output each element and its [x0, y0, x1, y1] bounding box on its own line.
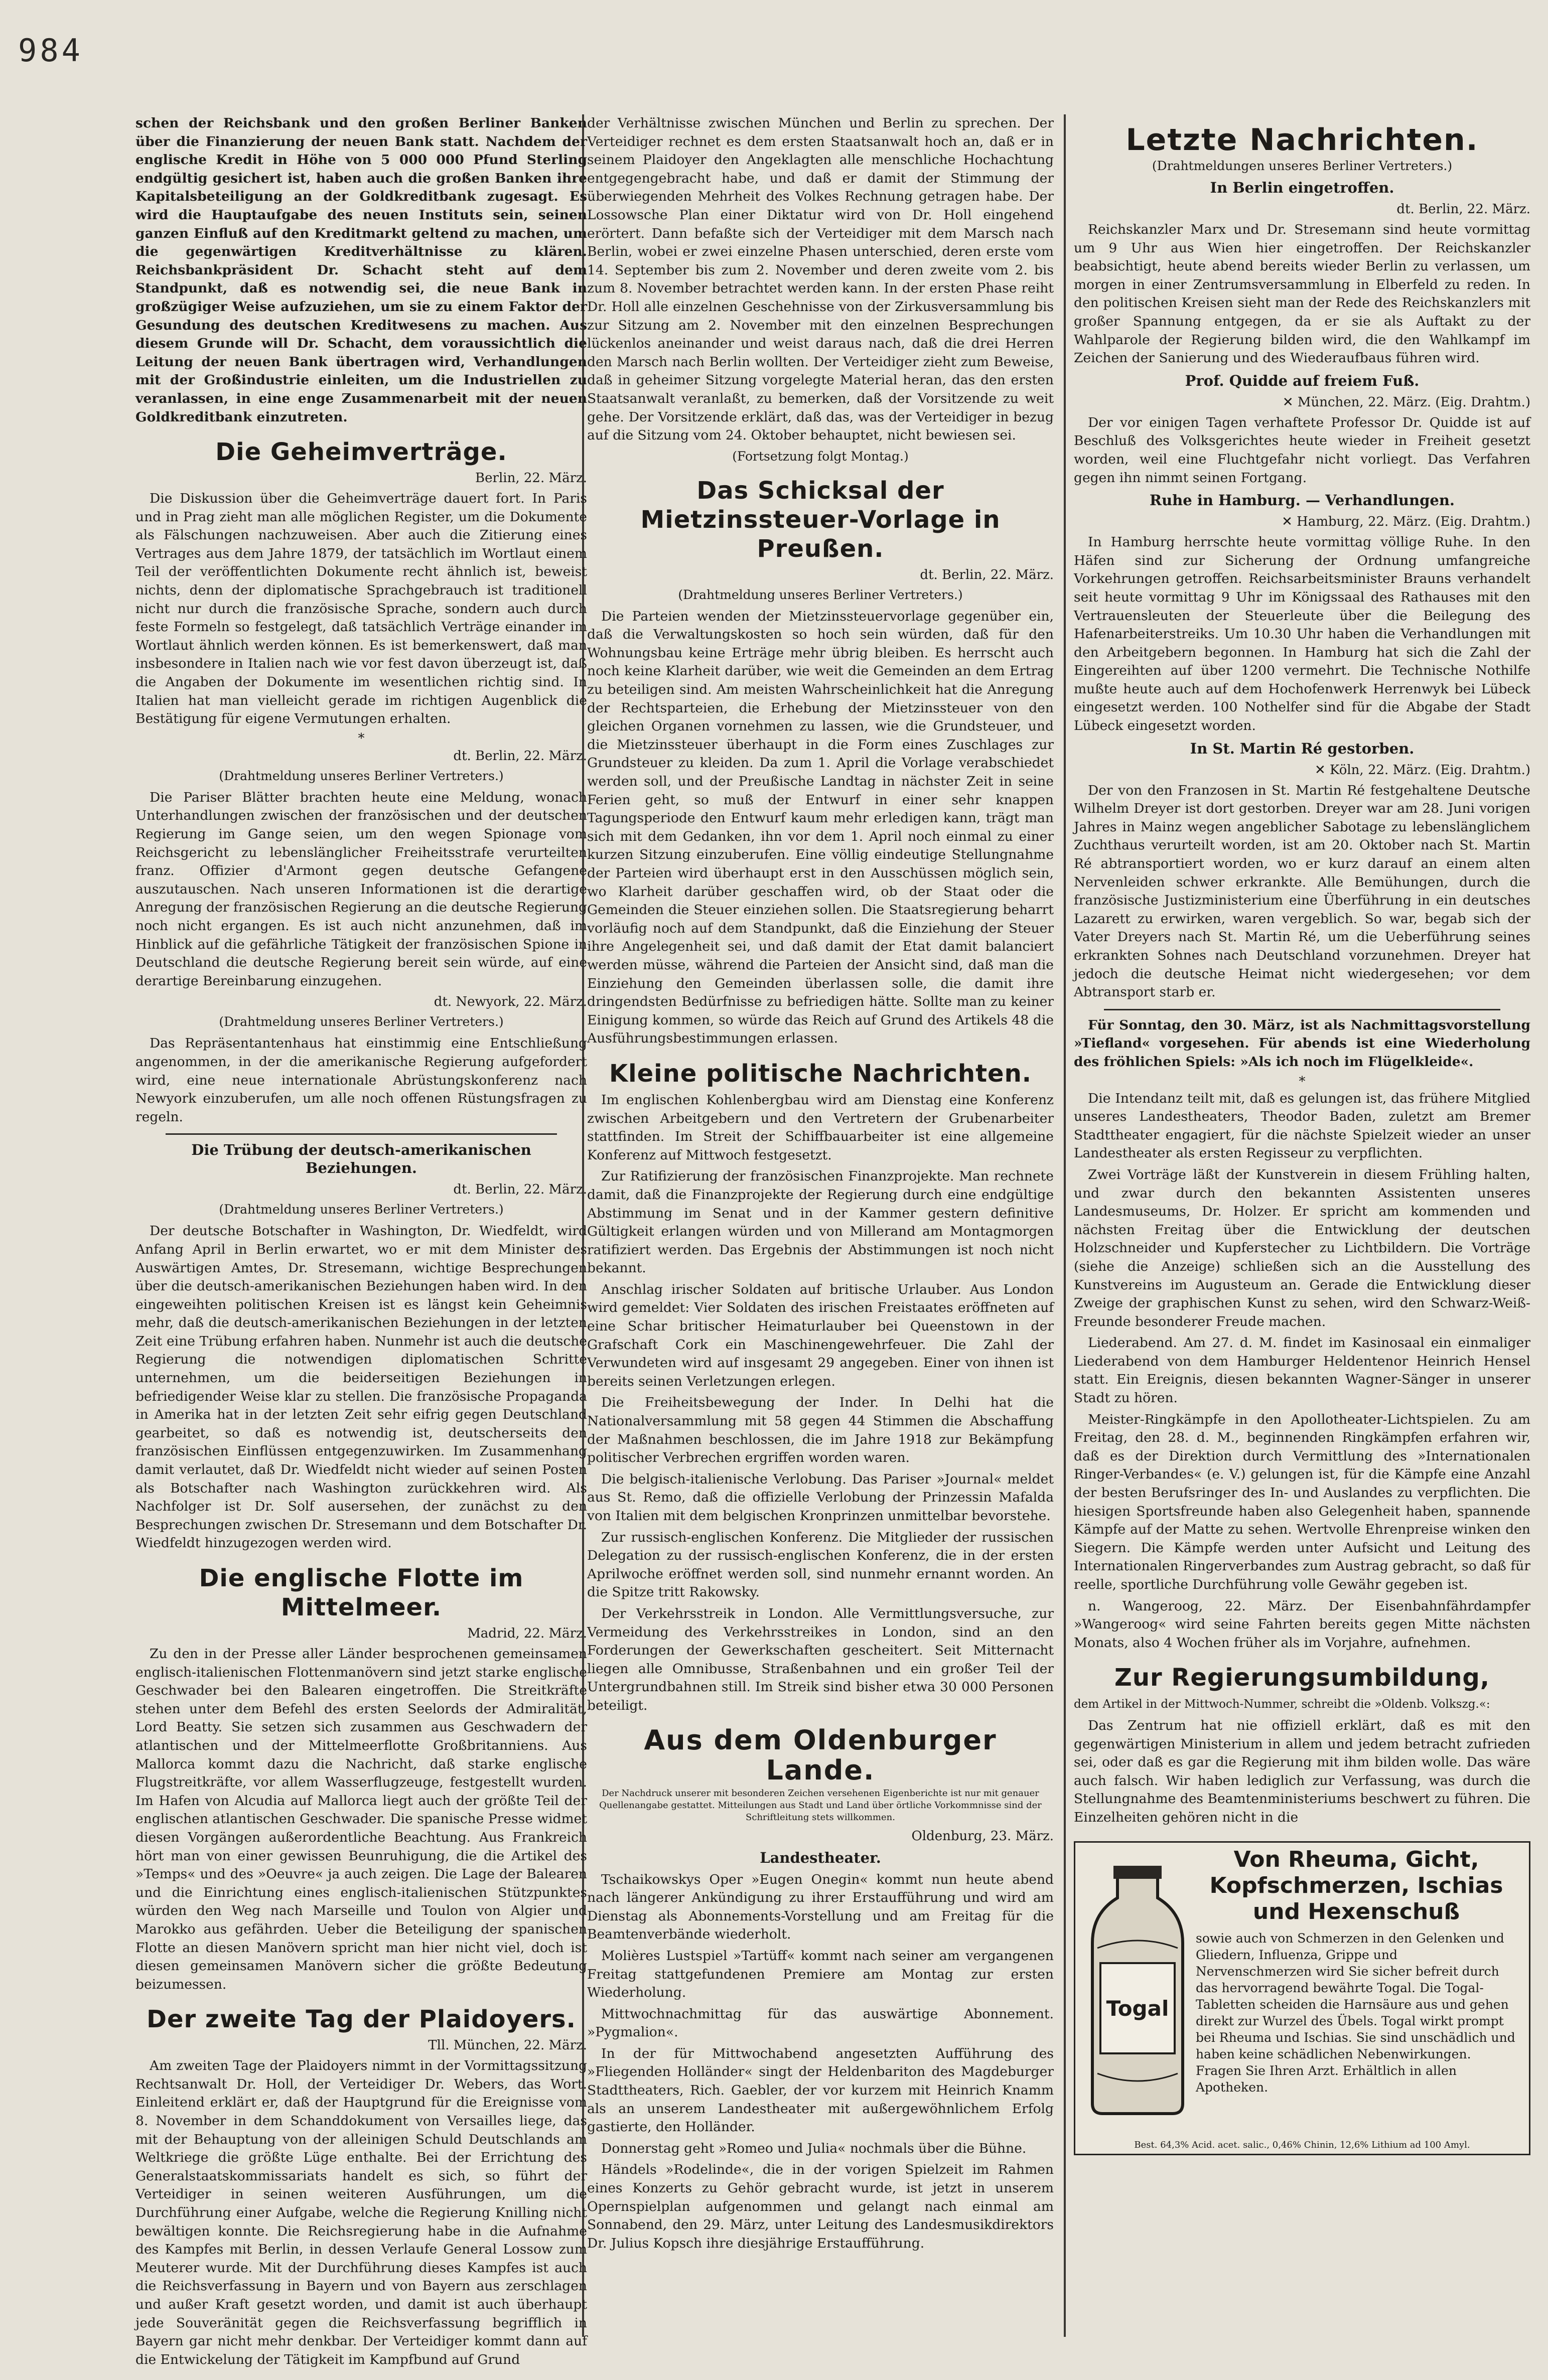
article-paragraph: Zu den in der Presse aller Länder besprochenen gemeinsamen englisch-italienischen Flottenmanövern sind jetzt starke englische Geschwader bei den Balearen eingetroffen. Die Streitkräfte stehen unter dem Befehl des ersten Seelords der Admiralität, Lord Beatty. Sie setzen sich zusammen aus Geschwadern der atlantischen und der Mittelmeerflotte Großbritanniens. Aus Mallorca kommt dazu die Nachricht, daß starke englische Flugstreitkräfte, vor allem Wasserflugzeuge, festgestellt wurden. Im Hafen von Alcudia auf Mallorca liegt auch der größte Teil der englischen atlantischen Geschwader. Die spanische Presse widmet diesen Vorgängen außerordentliche Beachtung. Aus Frankreich hört man von einer gewissen Beunruhigung, die die Artikel des »Temps« und des »Oeuvre« ja auch zeigen. Die Lage der Balearen und die Einrichtung eines englisch-italienischen Stützpunktes würden den Weg nach Marseille und Toulon von Algier und Marokko aus gefährden. Ueber die Beteiligung der spanischen Flotte an diesen Manövern spricht man hier nicht viel, doch ist diesen gemeinsamen Manövern sicher die größte Bedeutung beizumessen. — [135, 1646, 587, 1992]
article-paragraph: Der vor einigen Tagen verhaftete Professor Dr. Quidde ist auf Beschluß des Volksgerichtes heute wieder in Freiheit gesetzt worden, weil eine Fluchtgefahr nicht vorliegt. Das Verfahren gegen ihn nimmt seinen Fortgang. — [1074, 414, 1530, 486]
news-item: Zur russisch-englischen Konferenz. Die Mitglieder der russischen Delegation zu der russisch-englischen Konferenz, die in der ersten Aprilwoche eröffnet werden soll, sind nunmehr ernannt worden. An die Spitze tritt Rakowsky. — [587, 1529, 1054, 1600]
news-item: Zur Ratifizierung der französischen Finanzprojekte. Man rechnete damit, daß die Finanzprojekte der Regierung durch eine endgültige Abstimmung im Senat und in der Kammer gestern definitive Gültigkeit erlangen würden und von Millerand am Montagmorgen ratifiziert werden. Das Ergebnis der Abstimmungen ist noch nicht bekannt. — [587, 1168, 1054, 1276]
article-paragraph: Das Zentrum hat nie offiziell erklärt, daß es mit den gegenwärtigen Ministerium in allem und jedem betracht zufrieden sei, oder daß es gar die Regierung mit ihm bilden wolle. Das wäre auch falsch. Wir haben lediglich zur Verfassung, was durch die Stellungnahme des Beamtenministeriums beschwert zu führen. Die Einzelheiten gehören nicht in die — [1074, 1717, 1530, 1825]
dateline: ✕ Hamburg, 22. März. (Eig. Drahtm.) — [1282, 514, 1530, 530]
article-paragraph: Der deutsche Botschafter in Washington, Dr. Wiedfeldt, wird Anfang April in Berlin erwartet, wo er mit dem Minister des Auswärtigen Amtes, Dr. Stresemann, wichtige Besprechungen über die deutsch-amerikanischen Beziehungen haben wird. In den eingeweihten politischen Kreisen ist es längst kein Geheimnis mehr, daß die deutsch-amerikanischen Beziehungen in der letzten Zeit eine Trübung erfahren haben. Nunmehr ist auch die deutsche Regierung die notwendigen diplomatischen Schritte unternehmen, um die beiderseitigen Beziehungen in befriedigender Weise klar zu stellen. Die französische Propaganda in Amerika hat in der letzten Zeit sehr eifrig gegen Deutschland gearbeitet, so daß es notwendig ist, deutscherseits den französischen Einflüssen entgegenzuwirken. Im Zusammenhang damit verlautet, daß Dr. Wiedfeldt nicht wieder auf seinen Posten als Botschafter nach Washington zurückkehren wird. Als Nachfolger ist Dr. Solf ausersehen, der zunächst zu den Besprechungen zwischen Dr. Stresemann und dem Botschafter Dr. Wiedfeldt hinzugezogen werden wird. — [135, 1223, 587, 1551]
subheadline: Die Trübung der deutsch-amerikanischen Beziehungen. — [191, 1141, 531, 1177]
subheadline: Prof. Quidde auf freiem Fuß. — [1185, 372, 1420, 389]
article-paragraph: Das Repräsentantenhaus hat einstimmig eine Entschließung angenommen, in der die amerikanische Regierung aufgefordert wird, eine neue internationale Abrüstungskonferenz nach Newyork einzuberufen, um alle noch offenen Rüstungsfragen zu regeln. — [135, 1035, 587, 1125]
article-paragraph: Händels »Rodelinde«, die in der vorigen Spielzeit im Rahmen eines Konzerts zu Gehör gebracht wurde, ist jetzt in unserem Opernspielplan aufgenommen und gelangt nach einmal am Sonnabend, den 29. März, unter Leitung des Landesmusikdirektors Dr. Julius Kopsch ihre diesjährige Erstaufführung. — [587, 2162, 1054, 2251]
dateline: ✕ Köln, 22. März. (Eig. Drahtm.) — [1314, 762, 1530, 778]
news-item: Im englischen Kohlenbergbau wird am Dienstag eine Konferenz zwischen Arbeitgebern und den Vertretern der Grubenarbeiter stattfinden. Im Streit der Schiffbauarbeiter ist eine allgemeine Konferenz auf Mittwoch festgesetzt. — [587, 1092, 1054, 1163]
wire-note: (Drahtmeldung unseres Berliner Vertreters.) — [219, 768, 504, 783]
headline-geheimvertraege: Die Geheimverträge. — [215, 438, 507, 467]
news-item: Anschlag irischer Soldaten auf britische Urlauber. Aus London wird gemeldet: Vier Soldaten des irischen Freistaates eröffneten auf eine Schar britischer Heimaturlauber bei Queenstown in der Grafschaft Cork ein Maschinengewehrfeuer. Die Zahl der Verwundeten wird auf insgesamt 29 angegeben. Einer von ihnen ist bereits seinen Verletzungen erlegen. — [587, 1281, 1054, 1389]
dateline: dt. Newyork, 22. März. — [434, 994, 587, 1010]
subheadline: Ruhe in Hamburg. — Verhandlungen. — [1150, 492, 1455, 509]
wire-note: (Drahtmeldung unseres Berliner Vertreters.) — [678, 587, 963, 602]
news-item: Die belgisch-italienische Verlobung. Das Pariser »Journal« meldet aus St. Remo, daß die offizielle Verlobung der Prinzessin Mafalda von Italien mit dem belgischen Kronprinzen unmittelbar bevorstehe. — [587, 1471, 1054, 1524]
separator-star: * — [358, 730, 365, 746]
article-paragraph: Die Diskussion über die Geheimverträge dauert fort. In Paris und in Prag zieht man alle möglichen Register, um die Dokumente als Fälschungen nachzuweisen. Aber auch die Zitierung eines Vertrages aus dem Jahre 1879, der tatsächlich im Wortlaut einem Teil der veröffentlichten Dokumente recht ähnlich ist, beweist nichts, denn der diplomatische Sprachgebrauch ist traditionell nicht nur durch die französische Sprache, sondern auch durch feste Formeln so festgelegt, daß tatsächlich Verträge einander im Wortlaut ähnlich werden können. Es ist bemerkenswert, daß man insbesondere in Italien nach wie vor fest davon überzeugt ist, daß die Angaben der Dokumente im wesentlichen richtig sind. In Italien hat man vielleicht gerade im richtigen Augenblick die Bestätigung für eigene Vermutungen erhalten. — [135, 491, 587, 727]
article-paragraph: Die Pariser Blätter brachten heute eine Meldung, wonach Unterhandlungen zwischen der französischen und der deutschen Regierung im Gange seien, um den wegen Spionage vom Reichsgericht zu lebenslänglicher Freiheitsstrafe verurteilten franz. Offizier d'Armont gegen deutsche Gefangene auszutauschen. Nach unseren Informationen ist die derartige Anregung der französischen Regierung an die deutsche Regierung noch nicht ergangen. Es ist auch nicht anzunehmen, daß im Hinblick auf die gefährliche Tätigkeit der französischen Spione in Deutschland die deutsche Regierung bereit sein würde, auf eine derartige Bereinbarung einzugehen. — [135, 789, 587, 989]
dateline: Tll. München, 22. März. — [428, 2038, 587, 2053]
article-paragraph: In Hamburg herrschte heute vormittag völlige Ruhe. In den Häfen sind zur Sicherung der Ordnung umfangreiche Vorkehrungen getroffen. Reichsarbeitsminister Brauns verhandelt seit heute vormittag 9 Uhr im Königssaal des Rathauses mit den Vertrauensleuten der Steuerleute über die Beilegung des Hafenarbeiterstreiks. Um 10.30 Uhr haben die Verhandlungen mit den Arbeitgebern begonnen. In Hamburg hat sich die Zahl der Eingereihten auf über 1200 vermehrt. Die Technische Nothilfe mußte heute auch auf dem Hochofenwerk Herrenwyk bei Lübeck eingesetzt werden. 100 Nothelfer sind für die Abgabe der Stadt Lübeck eingesetzt worden. — [1074, 534, 1530, 734]
local-notice: Die Intendanz teilt mit, daß es gelungen ist, das frühere Mitglied unseres Landestheaters, Theodor Baden, zuletzt am Bremer Stadttheater engagiert, für die nächste Spielzeit wieder an unser Landestheater als ersten Regisseur zu verpflichten. — [1074, 1090, 1530, 1161]
dateline: dt. Berlin, 22. März. — [1396, 202, 1530, 217]
article-continuation: schen der Reichsbank und den großen Berliner Banken über die Finanzierung der neuen Bank statt. Nachdem der englische Kredit in Höhe von 5 000 000 Pfund Sterling endgültig gesichert ist, haben auch die großen Banken ihre Kapitalsbeteiligung an der Goldkreditbank zugesagt. Es wird die Hauptaufgabe des neuen Instituts sein, seinen ganzen Einfluß auf den Kreditmarkt geltend zu machen, um die gegenwärtigen Kreditverhältnisse zu klären. Reichsbankpräsident Dr. Schacht steht auf dem Standpunkt, daß es notwendig sei, die neue Bank in großzügiger Weise aufzuziehen, um sie zu einem Faktor der Gesundung des deutschen Kreditwesens zu machen. Aus diesem Grunde will Dr. Schacht, dem voraussichtlich die Leitung der neuen Bank übertragen wird, Verhandlungen mit der Großindustrie einleiten, um die Industriellen zu veranlassen, in eine enge Zusammenarbeit mit der neuen Goldkreditbank einzutreten. — [135, 115, 587, 425]
subheadline: In Berlin eingetroffen. — [1210, 179, 1394, 196]
news-item: Die Freiheitsbewegung der Inder. In Delhi hat die Nationalversammlung mit 58 gegen 44 Stimmen die Abschaffung der Maßnahmen beschlossen, die im Jahre 1918 zur Bekämpfung politischer Verbrechen ergriffen worden waren. — [587, 1395, 1054, 1466]
local-notice: Liederabend. Am 27. d. M. findet im Kasinosaal ein einmaliger Liederabend von dem Hamburger Heldentenor Heinrich Hensel statt. Ein Ereignis, diesen bekannten Wagner-Sänger in unserer Stadt zu hören. — [1074, 1335, 1530, 1406]
reprint-note: Der Nachdruck unserer mit besonderen Zeichen versehenen Eigenberichte ist nur mit genauer Quellenangabe gestattet. Mitteilungen aus Stadt und Land über örtliche Vorkommnisse sind der Schriftleitung stets willkommen. — [599, 1788, 1042, 1823]
headline-plaidoyers: Der zweite Tag der Plaidoyers. — [147, 2005, 576, 2034]
article-paragraph: In der für Mittwochabend angesetzten Aufführung des »Fliegenden Holländer« singt der Heldenbariton des Magdeburger Stadttheaters, Rich. Gaebler, der vor kurzem mit Heinrich Knamm als an unserem Landestheater mit außergewöhnlichem Erfolg gastierte, den Holländer. — [587, 2045, 1054, 2135]
separator-star: * — [1299, 1074, 1306, 1089]
local-notice: Meister-Ringkämpfe in den Apollotheater-Lichtspielen. Zu am Freitag, den 28. d. M., beginnenden Ringkämpfen erfahren wir, daß es der Direktion durch Vermittlung des »Internationalen Ringer-Verbandes« (e. V.) gelungen ist, für die Kämpfe eine Anzahl der besten Berufsringer des In- und Auslandes zu verpflichten. Die hiesigen Sportsfreunde haben also Gelegenheit haben, spannende Kämpfe auf der Matte zu sehen. Wertvolle Ehrenpreise winken den Siegern. Die Kämpfe werden unter Aufsicht und Leitung des Internationalen Ringerverbandes zum Austrag gebracht, so daß für reelle, sportliche Durchführung volle Gewähr gegeben ist. — [1074, 1411, 1530, 1592]
local-notice: n. Wangeroog, 22. März. Der Eisenbahnfährdampfer »Wangeroog« wird seine Fahrten bereits gegen Mitte nächsten Monats, also 4 Wochen früher als im Vorjahre, aufnehmen. — [1074, 1598, 1530, 1651]
article-paragraph: Der von den Franzosen in St. Martin Ré festgehaltene Deutsche Wilhelm Dreyer ist dort gestorben. Dreyer war am 28. Juni vorigen Jahres in Mainz wegen angeblicher Sabotage zu lebenslänglichem Zuchthaus verurteilt worden, ist am 20. Oktober nach St. Martin Ré abtransportiert worden, wo er kurz darauf an einem alten Nervenleiden schwer erkrankte. Alle Bemühungen, durch die französische Justizministerium eine Überführung in ein deutsches Lazarett zu erwirken, waren vergeblich. So war, begab sich der Vater Dreyers nach St. Martin Ré, um die Ueberführung seines erkrankten Sohnes nach Deutschland vorzunehmen. Dreyer hat jedoch die deutsche Heimat nicht wiedergesehen; vor dem Abtransport starb er. — [1074, 782, 1530, 1000]
ad-ingredients: Best. 64,3% Acid. acet. salic., 0,46% Chinin, 12,6% Lithium ad 100 Amyl. — [1134, 2139, 1470, 2150]
togal-bottle-illustration — [1082, 1863, 1193, 2119]
local-notice: Zwei Vorträge läßt der Kunstverein in diesem Frühling halten, und zwar durch den bekannten Assistenten unseres Landesmuseums, Dr. Holzer. Er spricht am kommenden und nächsten Freitag über die Entwicklung der deutschen Holzschneider und Kupferstecher zu Lichtbildern. Die Vorträge (siehe die Anzeige) schließen sich an die Ausstellung des Kunstvereins im Augusteum an. Gerade die Entwicklung dieser Zweige der graphischen Kunst zu sehen, wird den Schwarz-Weiß-Freunde besonderer Freude machen. — [1074, 1166, 1530, 1329]
dateline: Madrid, 22. März. — [467, 1626, 587, 1641]
wire-note: (Drahtmeldung unseres Berliner Vertreters.) — [219, 1202, 504, 1217]
column-left — [135, 114, 587, 2367]
headline-letzte-nachrichten: Letzte Nachrichten. — [1125, 122, 1479, 158]
article-paragraph: Reichskanzler Marx und Dr. Stresemann sind heute vormittag um 9 Uhr aus Wien hier eingetroffen. Der Reichskanzler beabsichtigt, heute abend bereits wieder Berlin zu verlassen, um morgen in einer Zentrumsversammlung in Elberfeld zu reden. In den politischen Kreisen sieht man der Rede des Reichskanzlers mit großer Spannung entgegen, da er sie als Auftakt zu der Wahlparole der Regierung bilden wird, die den Wahlkampf im Zeichen der Sanierung und des Wiederaufbaus führen wird. — [1074, 222, 1530, 366]
ad-text — [1196, 1847, 1517, 2096]
togal-advertisement — [1074, 1841, 1530, 2155]
dateline: ✕ München, 22. März. (Eig. Drahtm.) — [1282, 394, 1530, 410]
continuation-note: (Fortsetzung folgt Montag.) — [732, 449, 909, 464]
article-paragraph: Mittwochnachmittag für das auswärtige Abonnement. »Pygmalion«. — [587, 2006, 1054, 2040]
divider — [166, 1133, 557, 1135]
headline-kleine-nachrichten: Kleine politische Nachrichten. — [609, 1059, 1032, 1088]
wire-note: (Drahtmeldungen unseres Berliner Vertreters.) — [1152, 159, 1453, 173]
article-intro: dem Artikel in der Mittwoch-Nummer, schreibt die »Oldenb. Volkszg.«: — [1074, 1698, 1490, 1711]
article-paragraph: Am zweiten Tage der Plaidoyers nimmt in der Vormittagssitzung Rechtsanwalt Dr. Holl, der Verteidiger Dr. Webers, das Wort. Einleitend erklärt er, daß der Hauptgrund für die Ereignisse vom 8. November in dem Schanddokument von Versailles liege, das mit der Behauptung von der alleinigen Schuld Deutschlands am Weltkriege die größte Lüge enthalte. Bei der Errichtung des Generalstaatskommissariats handelt es sich, so führt der Verteidiger in seinen weiteren Ausführungen, um die Durchführung einer Aufgabe, welche die Regierung Knilling nicht bewältigen konnte. Die Reichsregierung habe in die Aufnahme des Kampfes mit Berlin, in dessen Verlaufe General Lossow zum Meuterer wurde. Mit der Durchführung dieses Kampfes ist auch die Reichsverfassung in Bayern und von Bayern aus zerschlagen und außer Kraft gesetzt worden, und damit ist auch überhaupt jede Souveränität gegen die Reichsverfassung begrifflich in Bayern gar nicht mehr denkbar. Der Verteidiger kommt dann auf die Entwickelung der Tätigkeit im Kampfbund auf Grund — [135, 2058, 587, 2367]
column-right — [1074, 114, 1530, 2342]
headline-regierungsumbildung: Zur Regierungsumbildung, — [1114, 1664, 1490, 1692]
subheadline-landestheater: Landestheater. — [760, 1849, 881, 1866]
headline-mietzinssteuer: Das Schicksal der Mietzinssteuer-Vorlage in Preußen. — [640, 476, 1001, 563]
article-continuation: der Verhältnisse zwischen München und Berlin zu sprechen. Der Verteidiger rechnet es dem ersten Staatsanwalt hoch an, daß er in seinem Plaidoyer den Angeklagten alle menschliche Hochachtung entgegengebracht habe, und daß er damit der Stimmung der überwiegenden Mehrheit des Volkes Rechnung getragen habe. Der Lossowsche Plan einer Diktatur wird von Dr. Holl eingehend erörtert. Dann befaßte sich der Verteidiger mit dem Marsch nach Berlin, wobei er zwei einzelne Phasen unterschied, deren erste vom 14. September bis zum 2. November und deren zweite vom 2. bis zum 8. November betrachtet werden kann. In der ersten Phase reiht Dr. Holl alle einzelnen Geschehnisse von der Zirkusversammlung bis zur Sitzung am 2. November mit den einzelnen Besprechungen lückenlos aneinander und weist daraus nach, daß die drei Herren den Marsch nach Berlin wollten. Der Verteidiger zieht zum Beweise, daß in geheimer Sitzung vorgelegte Material heran, das den ersten Staatsanwalt veranlaßt, zu bemerken, daß der Vorsitzende zu weit gehe. Der Vorsitzende erklärt, daß das, was der Verteidiger in bezug auf die Sitzung vom 24. Oktober behauptet, nicht bewiesen sei. — [587, 115, 1054, 443]
dateline: dt. Berlin, 22. März. — [920, 567, 1054, 582]
ad-body: sowie auch von Schmerzen in den Gelenken und Gliedern, Influenza, Grippe und Nervenschmerzen wird Sie sicher befreit durch das hervorragend bewährte Togal. Die Togal-Tabletten scheiden die Harnsäure aus und gehen direkt zur Wurzel des Übels. Togal wirkt prompt bei Rheuma und Ischias. Sie sind unschädlich und haben keine schädlichen Nebenwirkungen. Fragen Sie Ihren Arzt. Erhältlich in allen Apotheken. — [1196, 1930, 1515, 2095]
dateline: dt. Berlin, 22. März. — [453, 748, 587, 764]
section-heading-oldenburg: Aus dem Oldenburger Lande. — [644, 1724, 997, 1786]
subheadline: In St. Martin Ré gestorben. — [1190, 739, 1415, 757]
column-rule — [1064, 114, 1066, 2337]
article-paragraph: Donnerstag geht »Romeo und Julia« nochmals über die Bühne. — [601, 2140, 1027, 2156]
divider — [1104, 1009, 1500, 1010]
article-paragraph: Die Parteien wenden der Mietzinssteuervorlage gegenüber ein, daß die Verwaltungskosten so hoch sein würden, daß für den Wohnungsbau keine Erträge mehr übrig bleiben. Es herrscht auch noch keine Klarheit darüber, wie weit die Gemeinden an dem Ertrag zu beteiligen sind. Am meisten Wahrscheinlichkeit hat die Anregung der Rechtsparteien, die Erhebung der Mietzinssteuer von den gleichen Organen vornehmen zu lassen, wie die Grundsteuer, und die Mietzinssteuer überhaupt in die Form eines Zuschlages zur Grundsteuer zu kleiden. Da zum 1. April die Vorlage verabschiedet werden soll, und der Preußische Landtag in nächster Zeit in seine Ferien geht, so muß der Entwurf in einer sehr knappen Tagungsperiode den Entwurf kaum mehr erledigen kann, trägt man sich mit dem Gedanken, ihn vor dem 1. April noch einmal zu einer kurzen Sitzung einzuberufen. Eine völlig eindeutige Stellungnahme der Parteien wird überhaupt erst in den Ausschüssen möglich sein, wo Klarheit darüber geschaffen wird, ob der Staat oder die Gemeinden die Steuer einziehen sollen. Die Staatsregierung beharrt vorläufig noch auf dem Standpunkt, daß die Einziehung der Steuer ihre Angelegenheit sei, und daß damit der Etat damit balanciert werden müsse, während die Parteien der Ansicht sind, daß man die Einziehung den Gemeinden überlassen solle, die damit ihre dringendsten Bedürfnisse zu befriedigen hätte. Sollte man zu keiner Einigung kommen, so würde das Reich auf Grund des Artikels 48 die Ausführungsbestimmungen erlassen. — [587, 608, 1054, 1047]
headline-flotte: Die englische Flotte im Mittelmeer. — [199, 1564, 524, 1621]
dateline: dt. Berlin, 22. März. — [453, 1182, 587, 1198]
page-number: 984 — [18, 32, 83, 69]
column-middle — [587, 114, 1054, 2342]
ad-headline: Von Rheuma, Gicht, Kopfschmerzen, Ischias und Hexenschuß — [1209, 1846, 1503, 1924]
news-item: Der Verkehrsstreik in London. Alle Vermittlungsversuche, zur Vermeidung des Verkehrsstreikes in London, sind an den Forderungen der Gewerkschaften gescheitert. Seit Mitternacht liegen alle Omnibusse, Straßenbahnen und ein großer Teil der Untergrundbahnen still. Im Streik sind bisher etwa 30 000 Personen beteiligt. — [587, 1605, 1054, 1713]
dateline: Oldenburg, 23. März. — [911, 1828, 1054, 1844]
dateline: Berlin, 22. März. — [475, 471, 587, 486]
article-paragraph: Molières Lustspiel »Tartüff« kommt nach seiner am vergangenen Freitag stattgefundenen Premiere am Montag zur ersten Wiederholung. — [587, 1948, 1054, 2001]
wire-note: (Drahtmeldung unseres Berliner Vertreters.) — [219, 1014, 504, 1029]
bottle-label: Togal — [1106, 1996, 1169, 2021]
article-paragraph: Tschaikowskys Oper »Eugen Onegin« kommt nun heute abend nach längerer Ankündigung zu ihrer Erstaufführung und wird am Dienstag als Abonnements-Vorstellung und am Freitag für die Beamtenverbände wiederholt. — [587, 1871, 1054, 1943]
local-notice: Für Sonntag, den 30. März, ist als Nachmittagsvorstellung »Tiefland« vorgesehen. Für abends ist eine Wiederholung des fröhlichen Spiels: »Als ich noch im Flügelkleide«. — [1074, 1017, 1530, 1070]
